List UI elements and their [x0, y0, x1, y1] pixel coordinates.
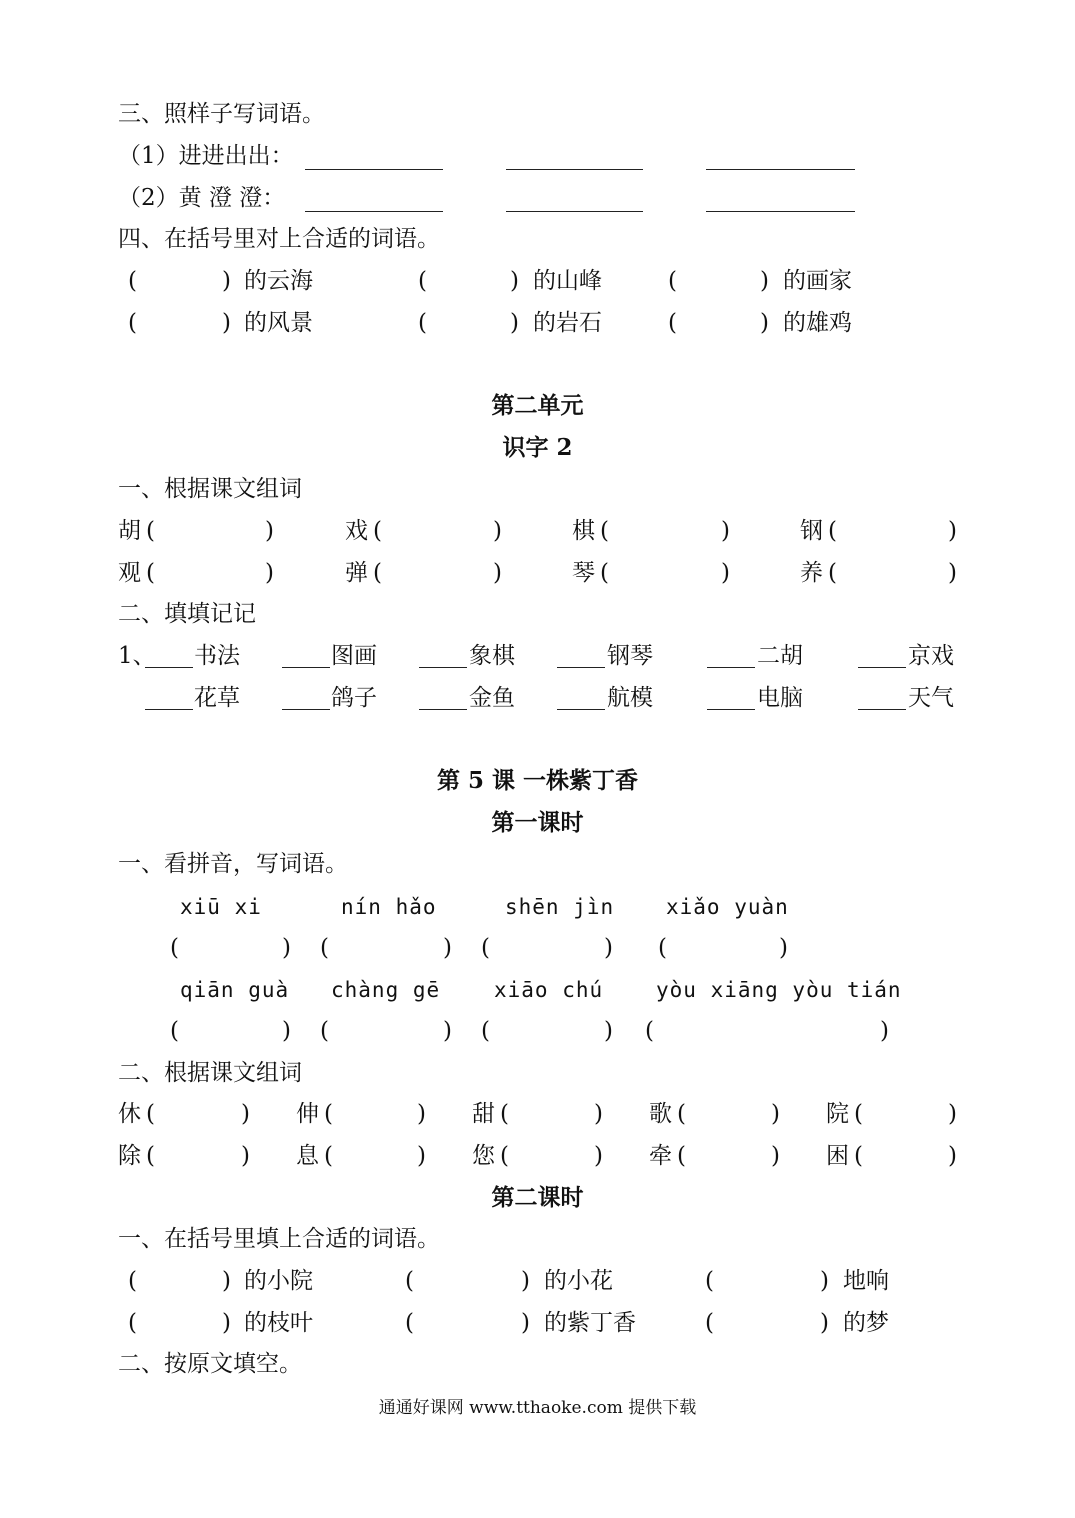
section3-heading: 三、照样子写词语。 — [118, 101, 325, 127]
word-item: 图画 — [331, 643, 377, 669]
blank-paren[interactable]: ( — [170, 935, 179, 961]
blank-paren[interactable]: ) — [241, 1101, 250, 1127]
section4-heading: 四、在括号里对上合适的词语。 — [118, 226, 440, 252]
lesson-title: 第 5 课 一株紫丁香 — [436, 767, 639, 794]
blank-paren[interactable]: ) — [222, 310, 231, 336]
pinyin-item: qiān guà — [180, 978, 290, 1002]
section3-item1-label: （1）进进出出： — [118, 143, 294, 169]
blank-paren[interactable]: ( — [828, 560, 837, 586]
word-item: 钢琴 — [607, 643, 653, 669]
char-item: 观 — [118, 560, 141, 586]
pinyin-item: nín hǎo — [341, 895, 437, 919]
question-heading: 二、按原文填空。 — [118, 1351, 302, 1377]
blank-paren[interactable]: ( — [600, 560, 609, 586]
answer-blank[interactable] — [305, 143, 443, 170]
blank-paren[interactable]: ( — [146, 1101, 155, 1127]
blank-paren[interactable]: ( — [324, 1143, 333, 1169]
phrase-item: 的梦 — [843, 1310, 889, 1336]
char-item: 牵 — [649, 1143, 672, 1169]
blank-paren[interactable]: ) — [779, 935, 788, 961]
blank-paren[interactable]: ) — [222, 1310, 231, 1336]
char-item: 您 — [472, 1143, 495, 1169]
answer-blank[interactable] — [557, 641, 605, 668]
phrase-item: 的画家 — [783, 268, 852, 294]
blank-paren[interactable]: ) — [265, 560, 274, 586]
phrase-item: 的小花 — [544, 1268, 613, 1294]
word-item: 京戏 — [908, 643, 954, 669]
blank-paren[interactable]: ( — [128, 1268, 137, 1294]
word-item: 象棋 — [469, 643, 515, 669]
blank-paren[interactable]: ( — [405, 1310, 414, 1336]
blank-paren[interactable]: ) — [604, 1018, 613, 1044]
answer-blank[interactable] — [706, 143, 855, 170]
unit-title: 第二单元 — [491, 392, 584, 419]
word-item: 书法 — [194, 643, 240, 669]
char-item: 息 — [296, 1143, 319, 1169]
blank-paren[interactable]: ) — [417, 1101, 426, 1127]
pinyin-item: chàng gē — [331, 978, 441, 1002]
pinyin-item: xiū xi — [180, 895, 262, 919]
blank-paren[interactable]: ( — [677, 1101, 686, 1127]
pinyin-item: xiāo chú — [494, 978, 604, 1002]
char-item: 伸 — [296, 1101, 319, 1127]
answer-blank[interactable] — [858, 683, 906, 710]
blank-paren[interactable]: ( — [481, 1018, 490, 1044]
blank-paren[interactable]: ) — [265, 518, 274, 544]
blank-paren[interactable]: ( — [128, 268, 137, 294]
blank-paren[interactable]: ) — [604, 935, 613, 961]
blank-paren[interactable]: ( — [500, 1143, 509, 1169]
char-item: 甜 — [472, 1101, 495, 1127]
phrase-item: 的山峰 — [533, 268, 602, 294]
blank-paren[interactable]: ) — [820, 1268, 829, 1294]
blank-paren[interactable]: ( — [146, 560, 155, 586]
blank-paren[interactable]: ) — [222, 1268, 231, 1294]
blank-paren[interactable]: ( — [500, 1101, 509, 1127]
answer-blank[interactable] — [282, 683, 330, 710]
pinyin-item: shēn jìn — [505, 895, 615, 919]
blank-paren[interactable]: ) — [443, 935, 452, 961]
blank-paren[interactable]: ( — [854, 1101, 863, 1127]
item-number: 1、 — [118, 643, 156, 669]
blank-paren[interactable]: ( — [128, 310, 137, 336]
answer-blank[interactable] — [506, 185, 643, 212]
char-item: 戏 — [345, 518, 368, 544]
answer-blank[interactable] — [419, 641, 467, 668]
blank-paren[interactable]: ( — [677, 1143, 686, 1169]
char-item: 棋 — [572, 518, 595, 544]
blank-paren[interactable]: ( — [668, 310, 677, 336]
blank-paren[interactable]: ) — [241, 1143, 250, 1169]
blank-paren[interactable]: ) — [443, 1018, 452, 1044]
blank-paren[interactable]: ) — [948, 1143, 957, 1169]
blank-paren[interactable]: ) — [594, 1101, 603, 1127]
blank-paren[interactable]: ( — [705, 1268, 714, 1294]
blank-paren[interactable]: ) — [417, 1143, 426, 1169]
blank-paren[interactable]: ) — [521, 1310, 530, 1336]
word-item: 天气 — [908, 685, 954, 711]
question-heading: 一、在括号里填上合适的词语。 — [118, 1226, 440, 1252]
char-item: 困 — [826, 1143, 849, 1169]
phrase-item: 地响 — [843, 1268, 889, 1294]
blank-paren[interactable]: ( — [373, 518, 382, 544]
answer-blank[interactable] — [145, 641, 193, 668]
footer-credit: 通通好课网 www.tthaoke.com 提供下载 — [378, 1398, 697, 1418]
blank-paren[interactable]: ) — [771, 1101, 780, 1127]
blank-paren[interactable]: ) — [948, 1101, 957, 1127]
phrase-item: 的岩石 — [533, 310, 602, 336]
char-item: 除 — [118, 1143, 141, 1169]
blank-paren[interactable]: ( — [705, 1310, 714, 1336]
phrase-item: 的紫丁香 — [544, 1310, 636, 1336]
word-item: 电脑 — [757, 685, 803, 711]
blank-paren[interactable]: ( — [146, 1143, 155, 1169]
blank-paren[interactable]: ) — [282, 1018, 291, 1044]
blank-paren[interactable]: ( — [320, 1018, 329, 1044]
blank-paren[interactable]: ) — [493, 518, 502, 544]
char-item: 钢 — [800, 518, 823, 544]
pinyin-item: yòu xiāng yòu tián — [656, 978, 902, 1002]
blank-paren[interactable]: ) — [510, 310, 519, 336]
blank-paren[interactable]: ) — [521, 1268, 530, 1294]
blank-paren[interactable]: ( — [854, 1143, 863, 1169]
period-title: 第一课时 — [491, 809, 584, 836]
blank-paren[interactable]: ( — [418, 310, 427, 336]
blank-paren[interactable]: ) — [721, 560, 730, 586]
blank-paren[interactable]: ) — [760, 310, 769, 336]
blank-paren[interactable]: ) — [282, 935, 291, 961]
answer-blank[interactable] — [707, 641, 755, 668]
unit-subtitle: 识字 2 — [502, 434, 573, 461]
blank-paren[interactable]: ( — [146, 518, 155, 544]
word-item: 金鱼 — [469, 685, 515, 711]
blank-paren[interactable]: ) — [594, 1143, 603, 1169]
answer-blank[interactable] — [506, 143, 643, 170]
word-item: 鸽子 — [331, 685, 377, 711]
phrase-item: 的云海 — [244, 268, 313, 294]
question-heading: 二、根据课文组词 — [118, 1060, 302, 1086]
blank-paren[interactable]: ( — [668, 268, 677, 294]
pinyin-item: xiǎo yuàn — [666, 895, 789, 919]
answer-blank[interactable] — [557, 683, 605, 710]
blank-paren[interactable]: ( — [658, 935, 667, 961]
answer-blank[interactable] — [305, 185, 443, 212]
char-item: 院 — [826, 1101, 849, 1127]
blank-paren[interactable]: ( — [320, 935, 329, 961]
char-item: 养 — [800, 560, 823, 586]
phrase-item: 的风景 — [244, 310, 313, 336]
phrase-item: 的枝叶 — [244, 1310, 313, 1336]
blank-paren[interactable]: ( — [405, 1268, 414, 1294]
section3-item2-label: （2）黄 澄 澄： — [118, 185, 286, 211]
blank-paren[interactable]: ( — [170, 1018, 179, 1044]
char-item: 歌 — [649, 1101, 672, 1127]
answer-blank[interactable] — [145, 683, 193, 710]
answer-blank[interactable] — [419, 683, 467, 710]
blank-paren[interactable]: ( — [481, 935, 490, 961]
answer-blank[interactable] — [707, 683, 755, 710]
blank-paren[interactable]: ) — [771, 1143, 780, 1169]
word-item: 航模 — [607, 685, 653, 711]
blank-paren[interactable]: ) — [493, 560, 502, 586]
blank-paren[interactable]: ) — [721, 518, 730, 544]
char-item: 弹 — [345, 560, 368, 586]
word-item: 花草 — [194, 685, 240, 711]
blank-paren[interactable]: ( — [373, 560, 382, 586]
answer-blank[interactable] — [282, 641, 330, 668]
char-item: 休 — [118, 1101, 141, 1127]
blank-paren[interactable]: ) — [880, 1018, 889, 1044]
blank-paren[interactable]: ) — [948, 560, 957, 586]
answer-blank[interactable] — [858, 641, 906, 668]
blank-paren[interactable]: ) — [820, 1310, 829, 1336]
blank-paren[interactable]: ( — [324, 1101, 333, 1127]
blank-paren[interactable]: ( — [828, 518, 837, 544]
question-heading: 二、填填记记 — [118, 601, 256, 627]
phrase-item: 的小院 — [244, 1268, 313, 1294]
answer-blank[interactable] — [706, 185, 855, 212]
blank-paren[interactable]: ) — [510, 268, 519, 294]
blank-paren[interactable]: ) — [760, 268, 769, 294]
blank-paren[interactable]: ) — [948, 518, 957, 544]
char-item: 胡 — [118, 518, 141, 544]
blank-paren[interactable]: ( — [645, 1018, 654, 1044]
blank-paren[interactable]: ( — [128, 1310, 137, 1336]
blank-paren[interactable]: ( — [600, 518, 609, 544]
blank-paren[interactable]: ( — [418, 268, 427, 294]
phrase-item: 的雄鸡 — [783, 310, 852, 336]
period-title: 第二课时 — [491, 1184, 584, 1211]
question-heading: 一、看拼音，写词语。 — [118, 851, 348, 877]
question-heading: 一、根据课文组词 — [118, 476, 302, 502]
blank-paren[interactable]: ) — [222, 268, 231, 294]
word-item: 二胡 — [757, 643, 803, 669]
char-item: 琴 — [572, 560, 595, 586]
